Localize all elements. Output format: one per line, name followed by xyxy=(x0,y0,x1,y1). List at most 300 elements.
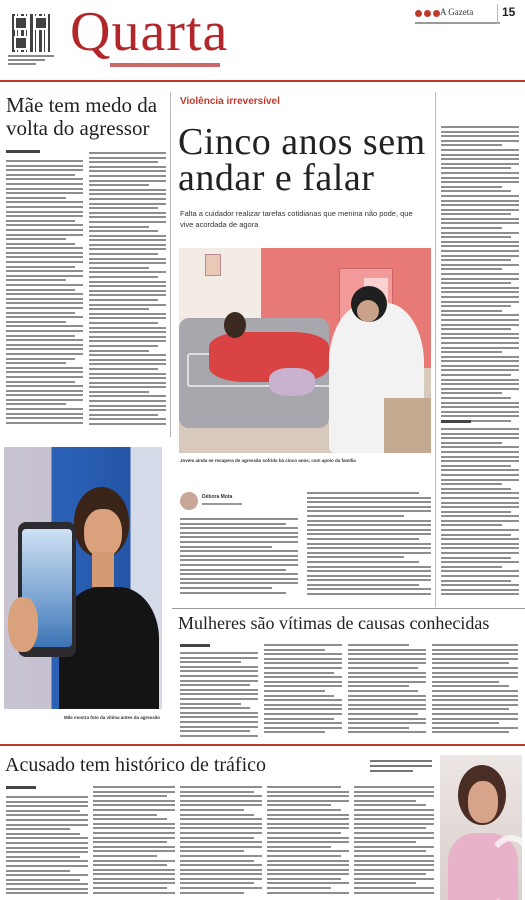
text-line xyxy=(180,703,241,705)
mae-byline xyxy=(6,150,40,153)
text-line xyxy=(348,672,426,674)
text-line xyxy=(180,846,262,848)
text-line xyxy=(6,883,88,885)
text-line xyxy=(6,394,83,396)
text-line xyxy=(6,165,83,167)
text-line xyxy=(307,501,431,503)
text-line xyxy=(6,325,83,327)
text-line xyxy=(441,204,519,206)
text-line xyxy=(441,190,511,192)
acusado-column-5 xyxy=(354,786,434,900)
text-line xyxy=(180,559,298,561)
text-line xyxy=(348,653,426,655)
mae-column-1 xyxy=(6,160,83,430)
text-line xyxy=(264,722,342,724)
text-line xyxy=(441,259,511,261)
text-line xyxy=(93,804,175,806)
text-line xyxy=(6,814,88,816)
text-line xyxy=(6,298,83,300)
text-line xyxy=(6,339,83,341)
text-line xyxy=(6,796,88,798)
text-line xyxy=(264,676,342,678)
text-line xyxy=(93,864,167,866)
mae-column-2 xyxy=(89,152,166,430)
text-line xyxy=(180,578,298,580)
text-line xyxy=(307,552,431,554)
text-line xyxy=(441,483,502,485)
text-line xyxy=(6,330,83,332)
text-line xyxy=(180,716,258,718)
text-line xyxy=(180,661,241,663)
text-line xyxy=(441,278,519,280)
text-line xyxy=(89,152,166,154)
section-title: Quarta xyxy=(70,1,229,63)
text-line xyxy=(348,685,409,687)
text-line xyxy=(441,580,511,582)
text-line xyxy=(180,523,286,525)
text-line xyxy=(441,255,519,257)
text-line xyxy=(180,564,298,566)
text-line xyxy=(180,726,258,728)
text-line xyxy=(441,497,519,499)
text-line xyxy=(267,846,331,848)
text-line xyxy=(441,379,519,381)
text-line xyxy=(441,163,519,165)
text-line xyxy=(441,250,519,252)
text-line xyxy=(267,887,331,889)
text-line xyxy=(180,832,262,834)
text-line xyxy=(441,177,519,179)
text-line xyxy=(432,690,518,692)
text-line xyxy=(6,842,88,844)
text-line xyxy=(180,786,262,788)
text-line xyxy=(441,149,519,151)
text-line xyxy=(441,534,511,536)
text-line xyxy=(89,400,166,402)
text-line xyxy=(6,408,83,410)
text-line xyxy=(89,258,166,260)
text-line xyxy=(93,882,175,884)
text-line xyxy=(441,520,519,522)
text-line xyxy=(441,319,519,321)
text-line xyxy=(6,847,88,849)
text-line xyxy=(180,587,272,589)
text-line xyxy=(180,652,258,654)
text-line xyxy=(180,693,258,695)
mulheres-headline: Mulheres são vítimas de causas conhecidas xyxy=(178,613,490,633)
text-line xyxy=(6,348,83,350)
text-line xyxy=(441,213,511,215)
text-line xyxy=(441,479,519,481)
text-line xyxy=(180,855,262,857)
text-line xyxy=(180,795,262,797)
text-line xyxy=(6,256,83,258)
text-line xyxy=(441,241,519,243)
text-line xyxy=(6,211,83,213)
acusado-headline: Acusado tem histórico de tráfico xyxy=(5,754,267,776)
text-line xyxy=(6,874,88,876)
text-line xyxy=(6,261,83,263)
text-line xyxy=(267,878,341,880)
text-line xyxy=(6,371,83,373)
text-line xyxy=(267,860,349,862)
text-line xyxy=(267,823,349,825)
text-line xyxy=(180,818,262,820)
text-line xyxy=(307,543,431,545)
text-line xyxy=(441,465,511,467)
text-line xyxy=(354,832,434,834)
text-line xyxy=(264,672,334,674)
text-line xyxy=(89,253,158,255)
text-line xyxy=(441,437,519,439)
text-line xyxy=(267,841,349,843)
text-line xyxy=(6,197,66,199)
text-line xyxy=(267,786,341,788)
text-line xyxy=(6,805,88,807)
text-line xyxy=(354,878,434,880)
text-line xyxy=(89,267,149,269)
text-line xyxy=(93,892,175,894)
text-line xyxy=(432,676,518,678)
text-line xyxy=(89,354,166,356)
text-line xyxy=(441,236,511,238)
text-line xyxy=(89,157,166,159)
text-line xyxy=(93,878,175,880)
text-line xyxy=(6,192,83,194)
text-line xyxy=(441,456,519,458)
text-line xyxy=(441,310,502,312)
text-line xyxy=(441,392,502,394)
text-line xyxy=(441,543,519,545)
text-line xyxy=(441,433,519,435)
text-line xyxy=(93,795,167,797)
text-line xyxy=(441,282,511,284)
text-line xyxy=(267,882,349,884)
text-line xyxy=(180,698,258,700)
text-line xyxy=(354,809,434,811)
text-line xyxy=(6,833,80,835)
text-line xyxy=(6,335,75,337)
text-line xyxy=(264,658,342,660)
text-line xyxy=(180,730,250,732)
text-line xyxy=(264,662,342,664)
text-line xyxy=(441,245,519,247)
text-line xyxy=(6,413,83,415)
text-line xyxy=(441,369,519,371)
text-line xyxy=(89,161,158,163)
text-line xyxy=(441,469,519,471)
text-line xyxy=(6,174,75,176)
text-line xyxy=(307,497,431,499)
text-line xyxy=(441,301,519,303)
main-subheadline: Falta a cuidador realizar tarefas cotidianas que menina não pode, que vive acordada de agora xyxy=(180,209,413,229)
text-line xyxy=(432,681,499,683)
text-line xyxy=(6,358,75,360)
text-line xyxy=(180,573,298,575)
text-line xyxy=(441,296,519,298)
text-line xyxy=(354,827,426,829)
text-line xyxy=(89,221,166,223)
text-line xyxy=(264,704,342,706)
text-line xyxy=(264,649,325,651)
text-line xyxy=(6,888,88,890)
text-line xyxy=(89,235,166,237)
text-line xyxy=(441,584,519,586)
text-line xyxy=(432,704,518,706)
text-line xyxy=(441,502,519,504)
text-line xyxy=(432,695,518,697)
text-line xyxy=(264,685,342,687)
text-line xyxy=(267,800,349,802)
text-line xyxy=(441,218,519,220)
text-line xyxy=(180,532,298,534)
main-column-2 xyxy=(307,492,431,598)
text-line xyxy=(6,201,83,203)
text-line xyxy=(441,383,519,385)
acusado-deck xyxy=(370,760,432,772)
text-line xyxy=(180,809,244,811)
text-line xyxy=(6,860,88,862)
text-line xyxy=(6,851,88,853)
text-line xyxy=(6,160,83,162)
text-line xyxy=(432,708,509,710)
text-line xyxy=(93,837,175,839)
text-line xyxy=(441,411,519,413)
acusado-column-3 xyxy=(180,786,262,900)
text-line xyxy=(6,385,83,387)
text-line xyxy=(6,302,83,304)
text-line xyxy=(89,418,166,420)
text-line xyxy=(93,809,175,811)
text-line xyxy=(180,882,254,884)
text-line xyxy=(89,423,166,425)
text-line xyxy=(6,353,83,355)
text-line xyxy=(441,342,519,344)
text-line xyxy=(307,538,419,540)
text-line xyxy=(307,524,431,526)
text-line xyxy=(267,869,349,871)
text-line xyxy=(307,520,431,522)
text-line xyxy=(89,276,158,278)
text-line xyxy=(93,846,175,848)
text-line xyxy=(180,707,250,709)
text-line xyxy=(6,215,83,217)
text-line xyxy=(441,328,511,330)
text-line xyxy=(441,135,519,137)
text-line xyxy=(6,307,83,309)
qr-caption xyxy=(8,55,54,65)
text-line xyxy=(6,321,66,323)
main-photo xyxy=(179,248,431,453)
text-line xyxy=(441,388,519,390)
text-line xyxy=(441,305,511,307)
text-line xyxy=(441,356,519,358)
date-line xyxy=(415,22,500,24)
main-photo-caption: Jovem ainda se recupera de agressão sofrida há cinco anos, com apoio da família xyxy=(180,458,356,463)
text-line xyxy=(354,795,434,797)
text-line xyxy=(441,488,511,490)
text-line xyxy=(441,570,519,572)
text-line xyxy=(89,262,166,264)
text-line xyxy=(441,167,511,169)
text-line xyxy=(307,533,431,535)
text-line xyxy=(307,547,431,549)
text-line xyxy=(89,340,166,342)
text-line xyxy=(441,446,519,448)
text-line xyxy=(89,409,166,411)
text-line xyxy=(89,239,166,241)
text-line xyxy=(432,731,509,733)
text-line xyxy=(354,823,434,825)
text-line xyxy=(441,273,519,275)
text-line xyxy=(6,234,83,236)
mulheres-column-3 xyxy=(348,644,426,740)
text-line xyxy=(89,373,166,375)
text-line xyxy=(267,804,331,806)
text-line xyxy=(89,166,166,168)
text-line xyxy=(93,873,175,875)
text-line xyxy=(6,169,83,171)
text-line xyxy=(6,381,75,383)
text-line xyxy=(180,666,258,668)
text-line xyxy=(267,864,349,866)
text-line xyxy=(307,575,431,577)
text-line xyxy=(267,855,341,857)
text-line xyxy=(441,552,519,554)
text-line xyxy=(89,248,166,250)
text-line xyxy=(307,515,404,517)
section-subtitle-bar xyxy=(110,63,220,67)
text-line xyxy=(6,367,83,369)
text-line xyxy=(89,405,166,407)
text-line xyxy=(441,222,519,224)
text-line xyxy=(6,279,66,281)
bottom-story-rule xyxy=(0,744,525,746)
text-line xyxy=(6,206,83,208)
text-line xyxy=(441,360,519,362)
text-line xyxy=(6,284,83,286)
text-line xyxy=(264,681,342,683)
text-line xyxy=(180,887,262,889)
text-line xyxy=(89,207,158,209)
text-line xyxy=(89,363,166,365)
text-line xyxy=(180,837,254,839)
text-line xyxy=(432,718,518,720)
text-line xyxy=(441,593,519,595)
masthead-rule xyxy=(0,80,525,82)
text-line xyxy=(267,814,349,816)
text-line xyxy=(441,406,519,408)
text-line xyxy=(6,399,83,401)
text-line xyxy=(441,538,519,540)
text-line xyxy=(180,892,244,894)
text-line xyxy=(267,795,349,797)
text-line xyxy=(441,351,502,353)
main-right-column-2 xyxy=(441,428,519,600)
text-line xyxy=(93,818,167,820)
text-line xyxy=(6,344,83,346)
main-headline: Cinco anos sem andar e falar xyxy=(178,121,426,199)
text-line xyxy=(89,203,166,205)
text-line xyxy=(307,556,404,558)
author-role xyxy=(202,503,242,505)
text-line xyxy=(180,823,262,825)
text-line xyxy=(432,685,509,687)
text-line xyxy=(89,377,166,379)
text-line xyxy=(89,290,166,292)
acusado-column-1 xyxy=(6,796,88,900)
main-kicker: Violência irreversível xyxy=(180,96,280,107)
text-line xyxy=(89,350,149,352)
main-column-1 xyxy=(180,518,298,598)
text-line xyxy=(180,712,258,714)
text-line xyxy=(267,809,341,811)
text-line xyxy=(89,281,166,283)
text-line xyxy=(348,658,426,660)
text-line xyxy=(441,131,519,133)
text-line xyxy=(441,506,519,508)
text-line xyxy=(180,841,262,843)
text-line xyxy=(348,681,426,683)
text-line xyxy=(441,200,519,202)
text-line xyxy=(432,662,509,664)
text-line xyxy=(180,864,262,866)
text-line xyxy=(6,865,88,867)
text-line xyxy=(441,589,519,591)
text-line xyxy=(6,828,70,830)
text-line xyxy=(348,690,418,692)
text-line xyxy=(6,293,83,295)
text-line xyxy=(93,850,175,852)
text-line xyxy=(180,869,262,871)
text-line xyxy=(264,644,342,646)
text-line xyxy=(354,804,426,806)
text-line xyxy=(441,268,502,270)
text-line xyxy=(307,593,431,595)
main-right-column xyxy=(441,126,519,426)
text-line xyxy=(441,529,519,531)
text-line xyxy=(441,144,502,146)
newspaper-logo: A Gazeta xyxy=(440,7,474,17)
right-subhead xyxy=(441,420,471,423)
text-line xyxy=(6,266,75,268)
text-line xyxy=(89,180,166,182)
text-line xyxy=(180,670,258,672)
text-line xyxy=(267,837,349,839)
mulheres-column-2 xyxy=(264,644,342,740)
text-line xyxy=(180,878,262,880)
text-line xyxy=(180,684,250,686)
text-line xyxy=(264,727,342,729)
text-line xyxy=(441,186,502,188)
text-line xyxy=(307,561,419,563)
text-line xyxy=(354,887,434,889)
text-line xyxy=(354,786,434,788)
text-line xyxy=(89,184,149,186)
text-line xyxy=(89,244,166,246)
text-line xyxy=(441,126,519,128)
text-line xyxy=(6,243,75,245)
text-line xyxy=(180,569,286,571)
text-line xyxy=(89,285,166,287)
text-line xyxy=(6,390,83,392)
text-line xyxy=(6,819,88,821)
text-line xyxy=(441,209,519,211)
text-line xyxy=(180,550,298,552)
text-line xyxy=(432,667,518,669)
text-line xyxy=(93,814,157,816)
text-line xyxy=(441,158,519,160)
